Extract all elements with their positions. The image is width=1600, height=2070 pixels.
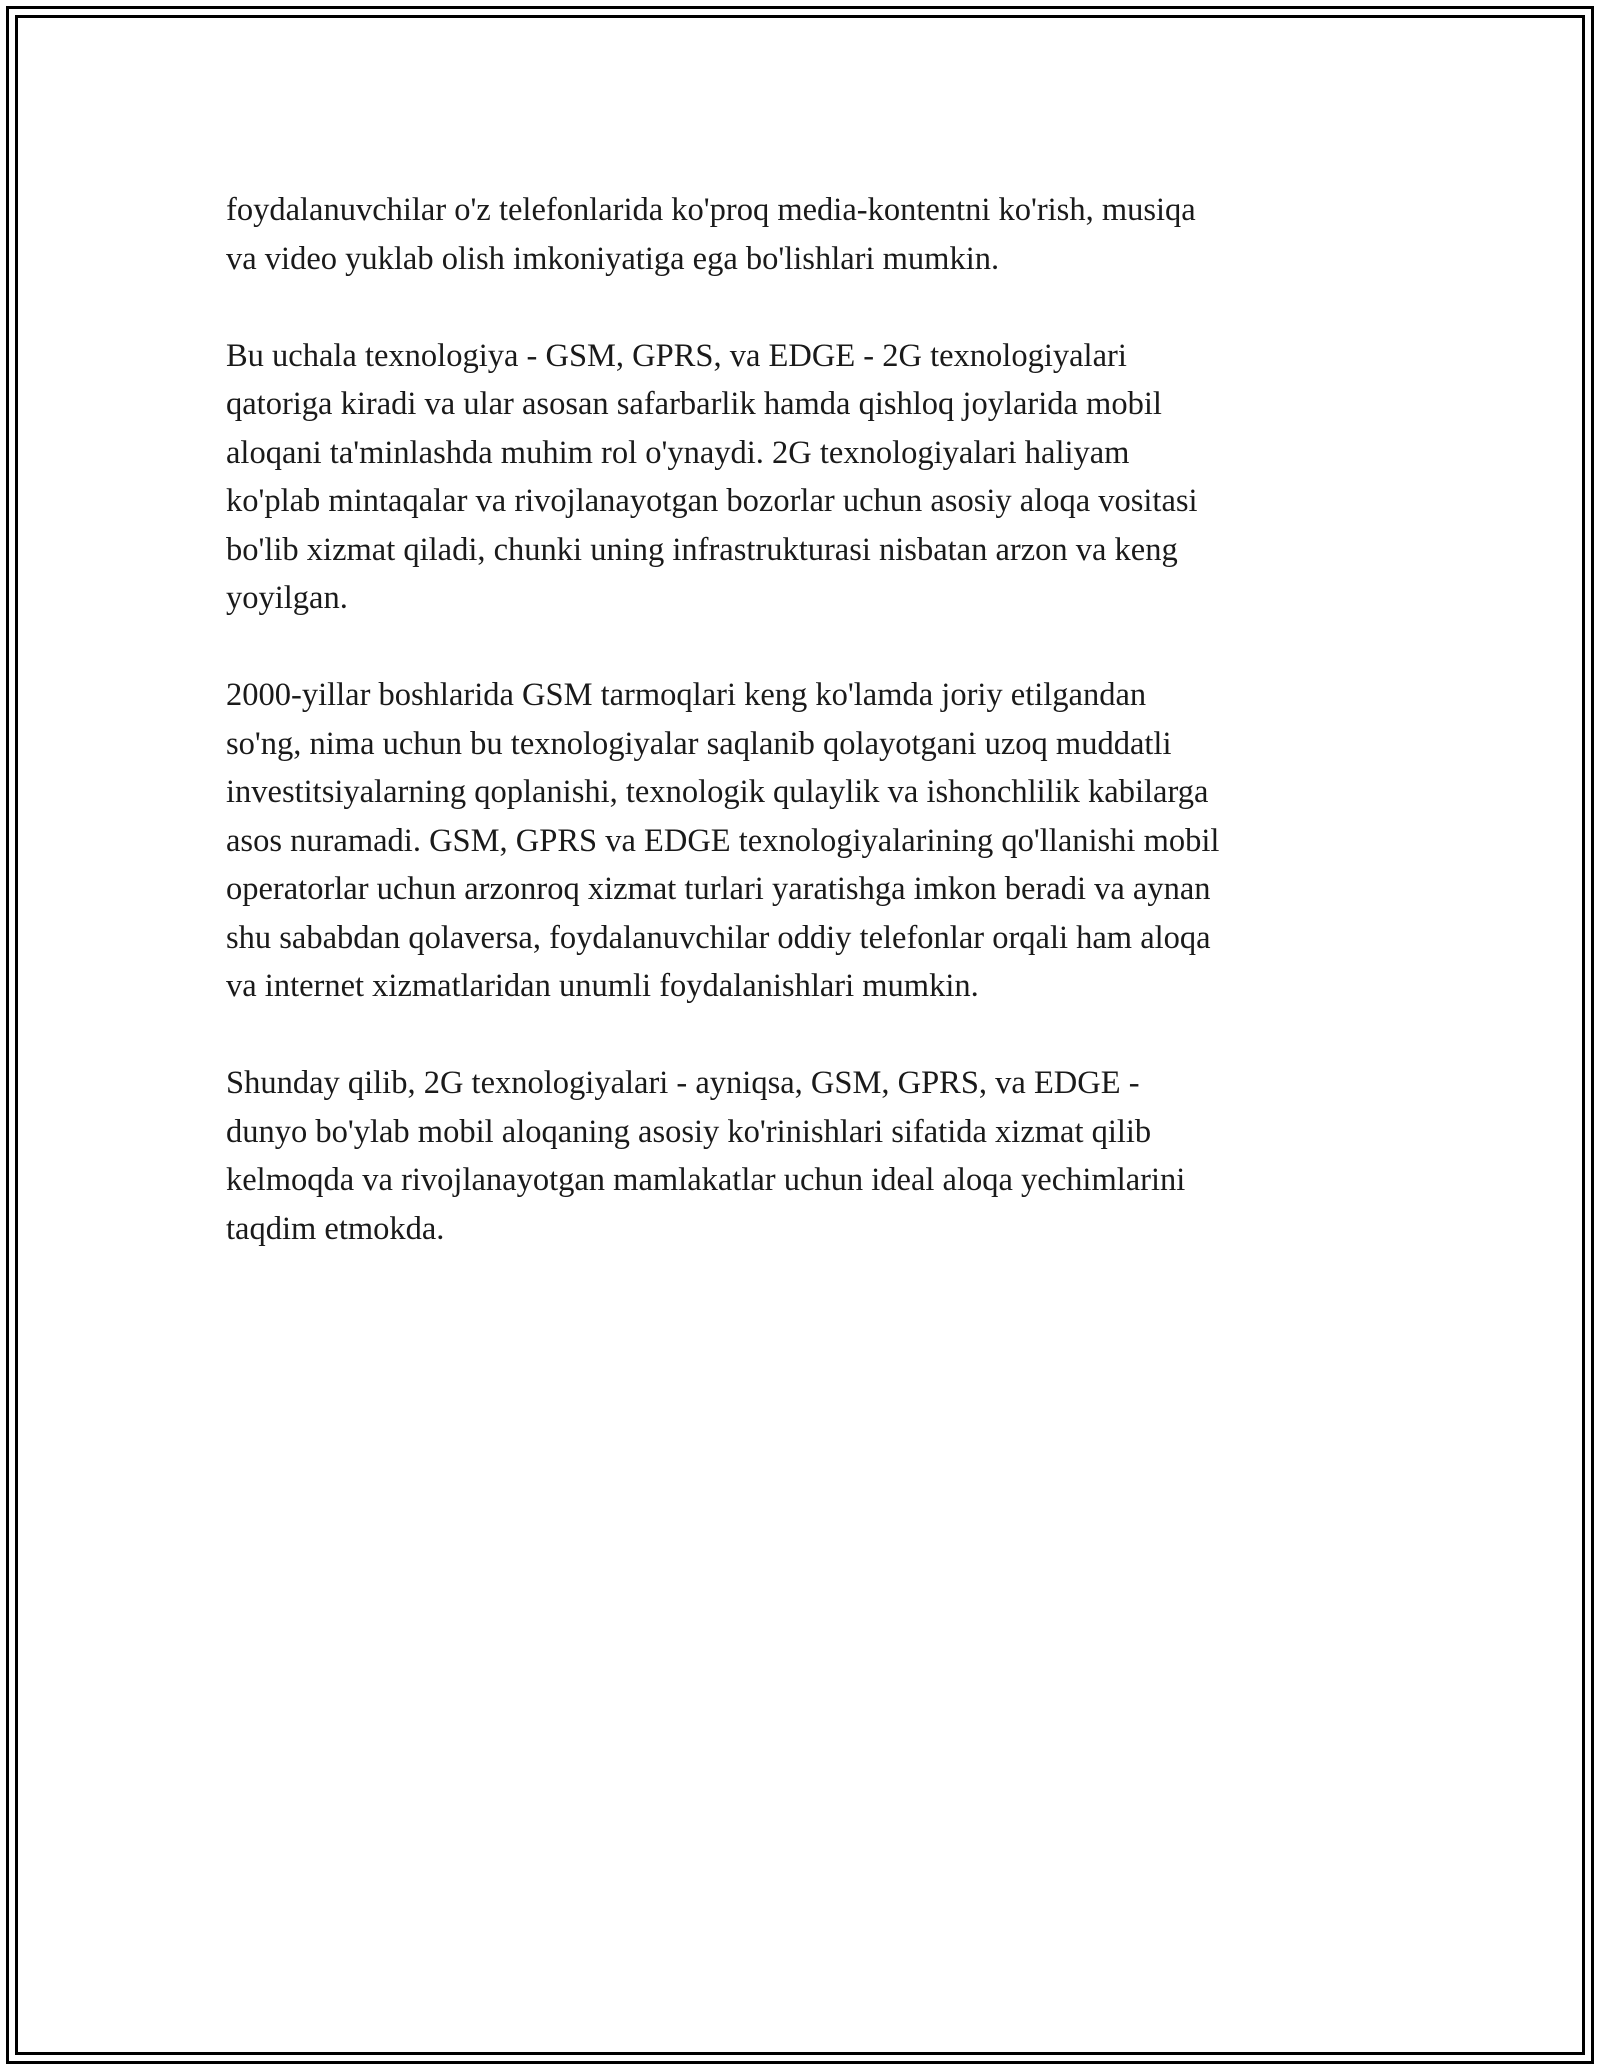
text-line: 2000-yillar boshlarida GSM tarmoqlari keng ko'lamda joriy etilgandan <box>226 677 1147 713</box>
text-line: kelmoqda va rivojlanayotgan mamlakatlar uchun ideal aloqa yechimlarini <box>226 1162 1186 1198</box>
text-line: investitsiyalarning qoplanishi, texnologik qulaylik va ishonchlilik kabilarga <box>226 774 1209 810</box>
text-line: dunyo bo'ylab mobil aloqaning asosiy ko'rinishlari sifatida xizmat qilib <box>226 1113 1152 1150</box>
text-line: ko'plab mintaqalar va rivojlanayotgan bozorlar uchun asosiy aloqa vositasi <box>226 483 1198 519</box>
paragraph-3 <box>226 671 1366 1011</box>
text-line: operatorlar uchun arzonroq xizmat turlari yaratishga imkon beradi va aynan <box>226 871 1211 907</box>
text-line: yoyilgan. <box>226 580 348 616</box>
text-line: Bu uchala texnologiya - GSM, GPRS, va EDGE - 2G texnologiyalari <box>226 337 1127 374</box>
paragraph-1 <box>226 186 1366 283</box>
text-line: va internet xizmatlaridan unumli foydalanishlari mumkin. <box>226 968 979 1004</box>
text-line: bo'lib xizmat qiladi, chunki uning infrastrukturasi nisbatan arzon va keng <box>226 531 1178 568</box>
text-line: foydalanuvchilar o'z telefonlarida ko'proq media-kontentni ko'rish, musiqa <box>226 192 1196 228</box>
text-line: aloqani ta'minlashda muhim rol o'ynaydi. 2G texnologiyalari haliyam <box>226 434 1130 471</box>
text-line: shu sababdan qolaversa, foydalanuvchilar oddiy telefonlar orqali ham aloqa <box>226 919 1211 956</box>
text-line: va video yuklab olish imkoniyatiga ega bo'lishlari mumkin. <box>226 240 1000 277</box>
text-line: qatoriga kiradi va ular asosan safarbarlik hamda qishloq joylarida mobil <box>226 386 1162 422</box>
text-line: taqdim etmokda. <box>226 1210 445 1247</box>
document-body <box>226 186 1366 1302</box>
text-line: Shunday qilib, 2G texnologiyalari - ayniqsa, GSM, GPRS, va EDGE - <box>226 1065 1140 1101</box>
paragraph-2 <box>226 332 1366 623</box>
text-line: asos nuramadi. GSM, GPRS va EDGE texnologiyalarining qo'llanishi mobil <box>226 822 1220 859</box>
paragraph-4 <box>226 1059 1366 1253</box>
text-line: so'ng, nima uchun bu texnologiyalar saqlanib qolayotgani uzoq muddatli <box>226 725 1172 762</box>
